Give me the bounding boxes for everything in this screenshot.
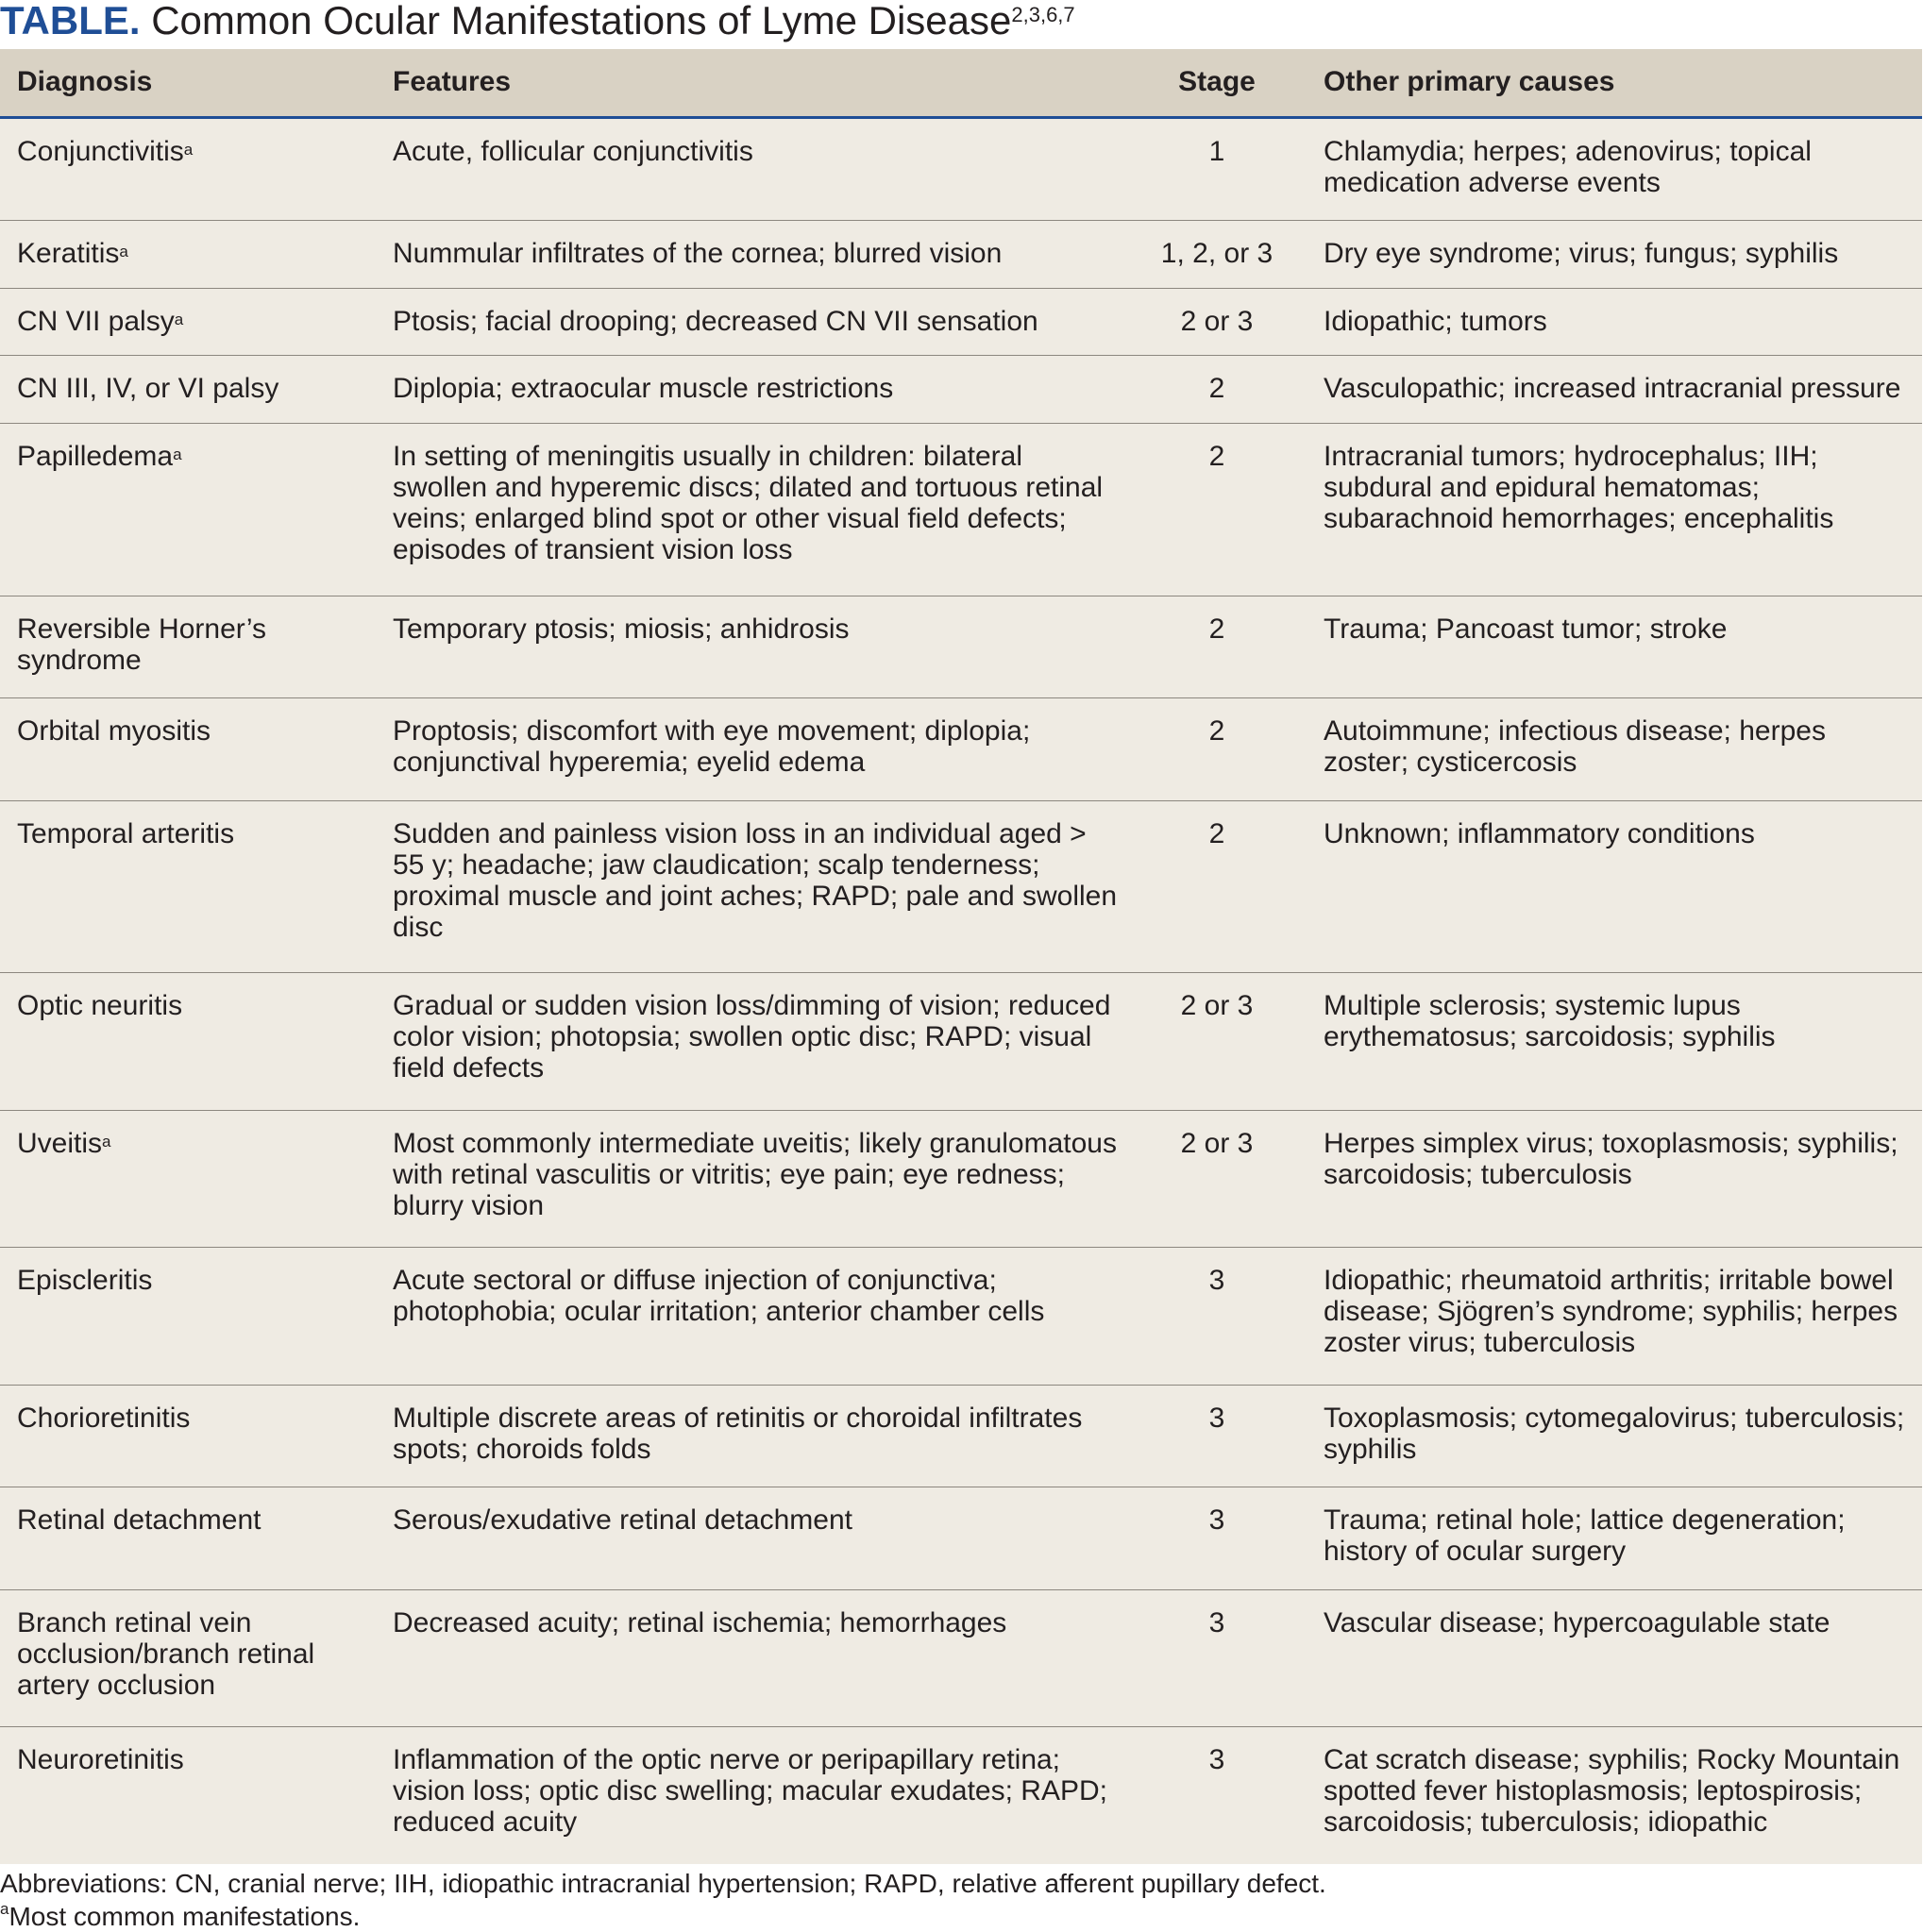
footnote-marker: a (0, 1900, 9, 1918)
cell-features: Inflammation of the optic nerve or peripapillary retina; vision loss; optic disc swelling; macular exudates; RAPD; reduced acuity (393, 1744, 1107, 1839)
cell-stage: 3 (1127, 1385, 1307, 1487)
header-diagnosis: Diagnosis (0, 49, 376, 117)
table-title (0, 0, 1075, 47)
table-row (0, 800, 1922, 972)
cell-diagnosis (0, 1385, 376, 1487)
table-row (0, 424, 1922, 596)
cell-diagnosis (0, 1110, 376, 1248)
abbreviations-note: Abbreviations: CN, cranial nerve; IIH, idiopathic intracranial hypertension; RAPD, relative afferent pupillary defect. (0, 1869, 1326, 1898)
title-references: 2,3,6,7 (1011, 3, 1075, 26)
cell-other-causes: Toxoplasmosis; cytomegalovirus; tuberculosis; syphilis (1307, 1385, 1922, 1487)
cell-other-causes: Cat scratch disease; syphilis; Rocky Mountain spotted fever histoplasmosis; leptospirosis; sarcoidosis; tuberculosis; idiopathic (1324, 1744, 1900, 1839)
table-row (0, 1487, 1922, 1590)
footnote-marker: a (102, 1132, 111, 1151)
cell-diagnosis (0, 424, 376, 596)
cell-diagnosis (0, 356, 376, 424)
cell-features: Sudden and painless vision loss in an individual aged > 55 y; headache; jaw claudication; scalp tenderness; proximal muscle and joint aches; RAPD; pale and swollen disc (376, 800, 1127, 972)
table-row (0, 596, 1922, 698)
diagnosis-text: Orbital myositis (17, 715, 211, 748)
cell-features: Gradual or sudden vision loss/dimming of vision; reduced color vision; photopsia; swollen optic disc; RAPD; visual field defects (376, 973, 1127, 1111)
header-features: Features (376, 49, 1127, 117)
table-header-row (0, 49, 1922, 117)
cell-stage: 2 (1127, 596, 1307, 698)
cell-other-causes: Idiopathic; tumors (1307, 288, 1922, 356)
cell-other-causes: Trauma; Pancoast tumor; stroke (1307, 596, 1922, 698)
diagnosis-text: Chorioretinitis (17, 1402, 191, 1434)
cell-stage: 3 (1208, 1744, 1225, 1776)
cell-diagnosis (0, 1589, 376, 1727)
diagnosis-text: Conjunctivitis (17, 135, 184, 167)
cell-stage: 2 or 3 (1127, 288, 1307, 356)
cell-stage: 2 (1127, 424, 1307, 596)
diagnosis-text: Papilledema (17, 441, 174, 473)
diagnosis-text: Retinal detachment (17, 1504, 261, 1537)
cell-features: Ptosis; facial drooping; decreased CN VII sensation (376, 288, 1127, 356)
cell-stage: 3 (1127, 1589, 1307, 1727)
cell-diagnosis (0, 117, 376, 221)
diagnosis-text: Temporal arteritis (17, 817, 235, 849)
cell-other-causes: Vascular disease; hypercoagulable state (1307, 1589, 1922, 1727)
cell-other-causes: Chlamydia; herpes; adenovirus; topical medication adverse events (1307, 117, 1922, 221)
cell-stage: 3 (1127, 1248, 1307, 1386)
diagnosis-text: Neuroretinitis (17, 1744, 184, 1776)
cell-stage: 2 (1127, 698, 1307, 801)
cell-features: Decreased acuity; retinal ischemia; hemorrhages (376, 1589, 1127, 1727)
footnote-marker: a (173, 445, 182, 464)
cell-other-causes: Herpes simplex virus; toxoplasmosis; syphilis; sarcoidosis; tuberculosis (1307, 1110, 1922, 1248)
footnote-marker: a (119, 243, 128, 261)
cell-other-causes: Multiple sclerosis; systemic lupus erythematosus; sarcoidosis; syphilis (1307, 973, 1922, 1111)
cell-other-causes: Vasculopathic; increased intracranial pressure (1307, 356, 1922, 424)
manifestations-table-container (0, 49, 1922, 1864)
cell-features: Temporary ptosis; miosis; anhidrosis (376, 596, 1127, 698)
cell-diagnosis (0, 1727, 376, 1864)
diagnosis-text: CN VII palsy (17, 305, 175, 337)
cell-diagnosis (0, 221, 376, 289)
header-other-causes: Other primary causes (1307, 49, 1922, 117)
table-row (0, 973, 1922, 1111)
table-row (0, 1727, 1922, 1864)
cell-stage: 2 (1127, 356, 1307, 424)
diagnosis-text: Optic neuritis (17, 990, 183, 1022)
cell-other-causes: Intracranial tumors; hydrocephalus; IIH; subdural and epidural hematomas; subarachnoid hemorrhages; encephalitis (1307, 424, 1922, 596)
footnote-marker: a (174, 310, 184, 328)
table-row (0, 117, 1922, 221)
table-row (0, 356, 1922, 424)
cell-other-causes: Dry eye syndrome; virus; fungus; syphilis (1307, 221, 1922, 289)
cell-diagnosis (0, 1248, 376, 1386)
table-row (0, 1385, 1922, 1487)
diagnosis-text: Uveitis (17, 1127, 103, 1159)
table-row (0, 221, 1922, 289)
cell-stage: 3 (1127, 1487, 1307, 1590)
table-row (0, 1110, 1922, 1248)
cell-diagnosis (0, 288, 376, 356)
cell-features: Most commonly intermediate uveitis; likely granulomatous with retinal vasculitis or vitritis; eye pain; eye redness; blurry vision (376, 1110, 1127, 1248)
cell-features: Multiple discrete areas of retinitis or choroidal infiltrates spots; choroids folds (376, 1385, 1127, 1487)
cell-diagnosis (0, 698, 376, 801)
cell-features: Serous/exudative retinal detachment (376, 1487, 1127, 1590)
cell-diagnosis (0, 973, 376, 1111)
cell-stage: 1 (1127, 117, 1307, 221)
cell-stage: 2 or 3 (1127, 973, 1307, 1111)
cell-features: Nummular infiltrates of the cornea; blurred vision (376, 221, 1127, 289)
cell-diagnosis (0, 800, 376, 972)
cell-features: Diplopia; extraocular muscle restrictions (376, 356, 1127, 424)
cell-features: Proptosis; discomfort with eye movement; diplopia; conjunctival hyperemia; eyelid edema (376, 698, 1127, 801)
footnote (0, 1902, 360, 1932)
diagnosis-text: CN III, IV, or VI palsy (17, 373, 279, 405)
diagnosis-text: Reversible Horner’s syndrome (17, 613, 266, 676)
cell-stage: 1, 2, or 3 (1127, 221, 1307, 289)
cell-diagnosis (0, 1487, 376, 1590)
table-label: TABLE. (0, 0, 141, 42)
cell-features: In setting of meningitis usually in children: bilateral swollen and hyperemic discs; dilated and tortuous retinal veins; enlarged blind spot or other visual field defects; episodes of transient vision loss (376, 424, 1127, 596)
manifestations-table (0, 49, 1922, 1864)
cell-other-causes: Autoimmune; infectious disease; herpes zoster; cysticercosis (1307, 698, 1922, 801)
table-row (0, 288, 1922, 356)
footnote-marker: a (183, 140, 194, 159)
footnote-text: Most common manifestations. (8, 1902, 361, 1931)
cell-stage: 2 or 3 (1127, 1110, 1307, 1248)
cell-features: Acute, follicular conjunctivitis (376, 117, 1127, 221)
title-text: Common Ocular Manifestations of Lyme Disease (151, 0, 1012, 42)
diagnosis-text: Branch retinal vein occlusion/branch retinal artery occlusion (17, 1606, 315, 1701)
cell-other-causes: Idiopathic; rheumatoid arthritis; irritable bowel disease; Sjögren’s syndrome; syphilis; herpes zoster virus; tuberculosis (1307, 1248, 1922, 1386)
header-stage: Stage (1127, 49, 1307, 117)
table-body (0, 117, 1922, 1864)
cell-features: Acute sectoral or diffuse injection of conjunctiva; photophobia; ocular irritation; anterior chamber cells (376, 1248, 1127, 1386)
cell-diagnosis (0, 596, 376, 698)
table-row (0, 698, 1922, 801)
cell-other-causes: Unknown; inflammatory conditions (1307, 800, 1922, 972)
table-row (0, 1589, 1922, 1727)
diagnosis-text: Episcleritis (17, 1265, 153, 1297)
cell-stage: 2 (1127, 800, 1307, 972)
table-row (0, 1248, 1922, 1386)
cell-other-causes: Trauma; retinal hole; lattice degeneration; history of ocular surgery (1307, 1487, 1922, 1590)
diagnosis-text: Keratitis (17, 238, 120, 270)
